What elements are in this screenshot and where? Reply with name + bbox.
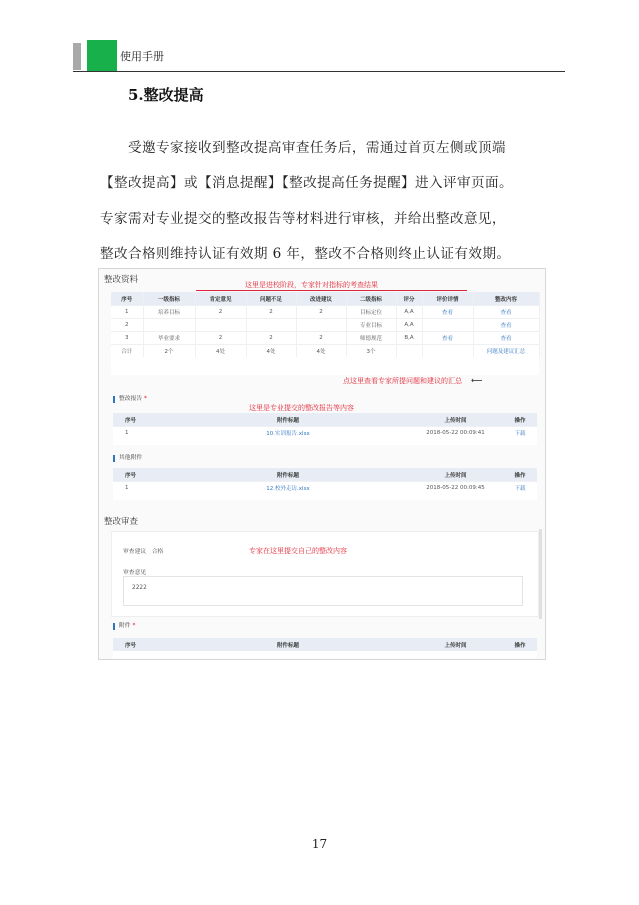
table-cell[interactable]: 12.校外走访.xlsx [168,482,408,495]
scrollbar[interactable] [539,529,542,619]
review-card [111,531,539,617]
column-header: 附件标题 [168,638,408,651]
table-cell: 2个 [143,345,195,358]
report-label: 整改报告 [119,396,143,402]
header-rule [73,71,565,72]
table-cell: 1 [111,306,143,319]
table-cell: A,A [396,319,422,332]
column-header: 一级指标 [143,292,195,306]
header-gray-bar [73,43,81,70]
other-table [113,468,537,494]
column-header: 序号 [113,638,168,651]
table-cell: 2 [246,332,296,345]
table-cell: 2018-05-22 00:09:41 [408,427,503,440]
opinion-textarea[interactable] [123,576,523,606]
table-cell[interactable]: 查看 [422,332,473,345]
section-title: 5.整改提高 [128,86,204,104]
table-cell: 专业目标 [346,319,396,332]
table-cell[interactable]: 下载 [503,482,537,495]
table-cell: 4处 [195,345,246,358]
column-header: 上传时间 [408,468,503,482]
column-header: 操作 [503,468,537,482]
table-cell[interactable]: 查看 [473,332,539,345]
column-header: 操作 [503,413,537,427]
report-section-label [113,396,147,403]
table-cell[interactable]: 问题及建议汇总 [473,345,539,358]
table-cell [195,319,246,332]
table-cell: B,A [396,332,422,345]
header-title: 使用手册 [120,50,164,63]
paragraph-line: 专家需对专业提交的整改报告等材料进行审核，并给出整改意见， [100,210,506,227]
table-cell: 2018-05-22 00:09:45 [408,482,503,495]
table-row [111,306,539,319]
report-table-card [113,413,537,445]
header-green-block [87,40,117,71]
embedded-screenshot [98,268,546,660]
table-cell: 2 [195,332,246,345]
table-cell: 2 [296,332,346,345]
other-section-label: 其他附件 [113,455,142,462]
column-header: 操作 [503,638,537,651]
indicator-table [111,292,540,357]
attachments-label: 附件 [119,623,131,629]
report-table [113,413,537,439]
table-cell [422,345,473,358]
suggestion-label: 审查建议 [123,549,147,555]
attachments-table-card [113,638,537,658]
table-cell: 师德规范 [346,332,396,345]
table-cell [246,319,296,332]
paragraph-line: 受邀专家接收到整改提高审查任务后，需通过首页左侧或顶端 [128,140,506,156]
opinion-label: 审查意见 [123,570,147,576]
required-mark: * [144,396,147,402]
attachments-section-label [113,623,135,630]
table-cell[interactable]: 查看 [473,319,539,332]
table-cell: 1 [113,427,168,440]
column-header: 附件标题 [168,468,408,482]
column-header: 二级指标 [346,292,396,306]
table-row [111,345,539,358]
table-cell[interactable]: 查看 [473,306,539,319]
table-row [113,482,537,495]
column-header: 序号 [113,413,168,427]
column-header: 肯定意见 [195,292,246,306]
table-cell: 3个 [346,345,396,358]
annotation-arrow-icon: ⟵ [471,376,483,385]
table-cell [296,319,346,332]
column-header: 评价详情 [422,292,473,306]
column-header: 序号 [111,292,143,306]
table-row [111,332,539,345]
paragraph-line: 【整改提高】或【消息提醒】【整改提高任务提醒】进入评审页面。 [100,175,514,192]
table-cell: 2 [111,319,143,332]
page-number: 17 [311,837,328,851]
review-suggestion [123,546,163,555]
column-header: 改进建议 [296,292,346,306]
table-cell: 2 [195,306,246,319]
table-cell[interactable]: 查看 [422,306,473,319]
column-header: 整改内容 [473,292,539,306]
column-header: 上传时间 [408,638,503,651]
indicator-table-card [111,292,539,375]
column-header: 序号 [113,468,168,482]
table-cell [143,319,195,332]
column-header: 问题不足 [246,292,296,306]
suggestion-value[interactable]: 合格 [151,549,164,555]
attachments-table [113,638,537,651]
table-cell: 目标定位 [346,306,396,319]
table-cell[interactable]: 10.实训报告.xlsx [168,427,408,440]
table-cell: A,A [396,306,422,319]
annotation-summary: 点这里查看专家所提问题和建议的汇总 [343,377,462,385]
table-cell: 2 [296,306,346,319]
table-row [111,319,539,332]
column-header: 附件标题 [168,413,408,427]
annotation-review: 专家在这里提交自己的整改内容 [249,547,347,555]
table-cell[interactable]: 下载 [503,427,537,440]
panel-title: 整改资料 [104,275,139,285]
table-cell: 3 [111,332,143,345]
annotation-top: 这里是进校阶段，专家针对指标的考查结果 [245,281,378,289]
table-cell: 2 [246,306,296,319]
opinion-value: 2222 [132,585,147,591]
other-table-card [113,468,537,500]
paragraph-line: 整改合格则维持认证有效期 6 年，整改不合格则终止认证有效期。 [100,245,511,262]
annotation-report: 这里是专业提交的整改报告等内容 [249,404,354,412]
table-row [113,427,537,440]
table-cell: 4处 [246,345,296,358]
table-cell: 合计 [111,345,143,358]
column-header: 上传时间 [408,413,503,427]
annotation-underline [196,290,467,291]
table-cell [422,319,473,332]
table-cell [396,345,422,358]
body-paragraph [100,131,540,272]
table-cell: 毕业要求 [143,332,195,345]
required-mark: * [132,623,136,629]
column-header: 评分 [396,292,422,306]
review-title: 整改审查 [104,517,139,527]
table-cell: 1 [113,482,168,495]
table-cell: 4处 [296,345,346,358]
table-cell: 培养目标 [143,306,195,319]
